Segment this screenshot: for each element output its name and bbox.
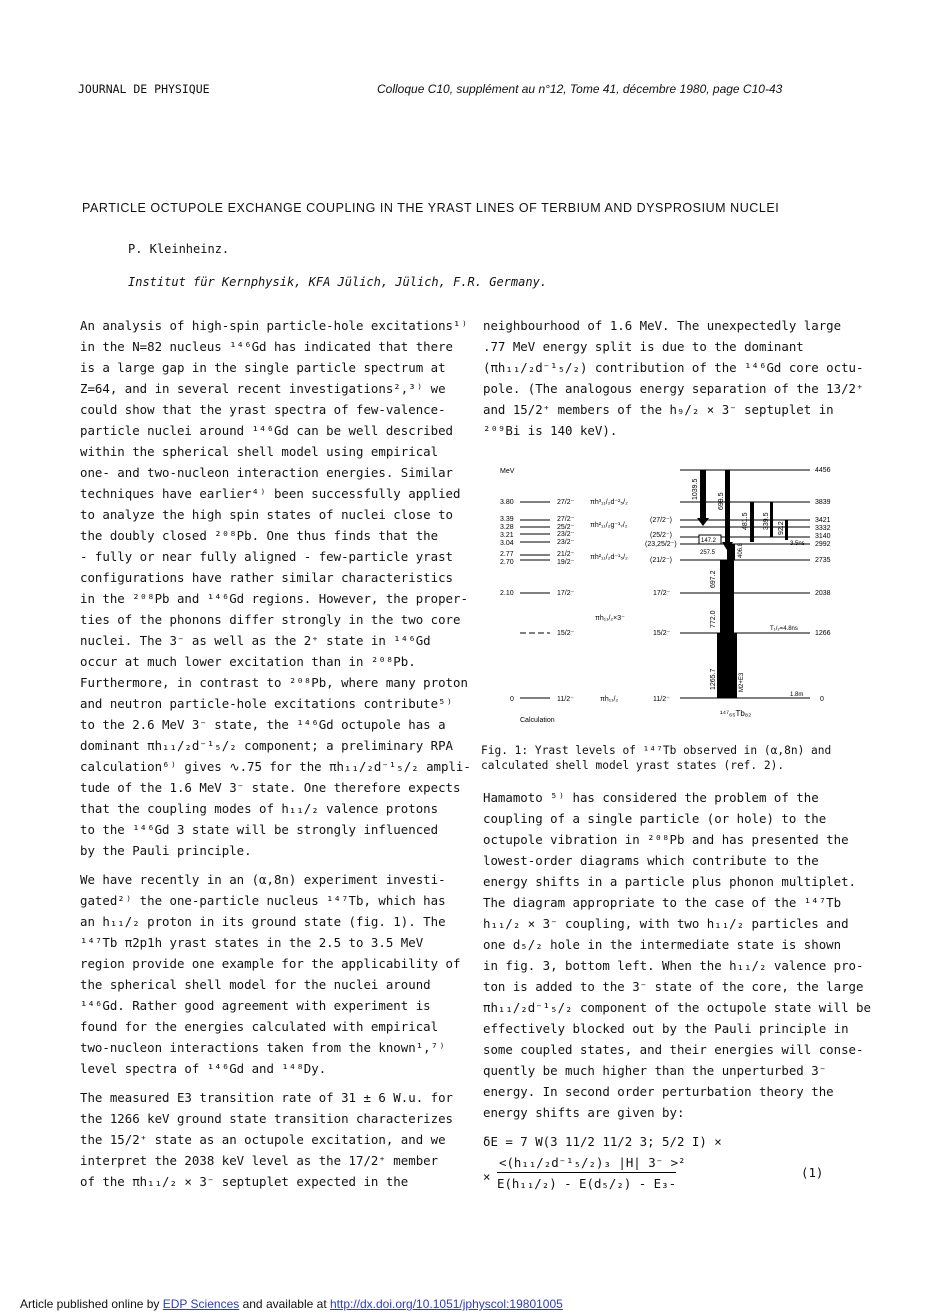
figure-level-scheme bbox=[485, 460, 860, 730]
issue-info: Colloque C10, supplément au n°12, Tome 41, décembre 1980, page C10-43 bbox=[377, 82, 783, 96]
svg-text:15/2⁻: 15/2⁻ bbox=[557, 630, 575, 637]
svg-text:25/2⁻: 25/2⁻ bbox=[557, 524, 575, 531]
svg-text:πh²₁₁/₂d⁻¹₅/₂: πh²₁₁/₂d⁻¹₅/₂ bbox=[590, 554, 628, 561]
transition-label: 257.5 bbox=[700, 550, 716, 556]
calc-level bbox=[500, 522, 628, 531]
equation-number: (1) bbox=[801, 1165, 824, 1180]
footer-prefix: Article published online by bbox=[20, 1297, 163, 1311]
lifetime-note: T₁/₂=4.8ns bbox=[770, 626, 798, 632]
equation-fraction bbox=[483, 1152, 863, 1196]
transition-label: 1039.5 bbox=[692, 478, 699, 500]
author: P. Kleinheinz. bbox=[128, 242, 230, 256]
exp-spin: 15/2⁻ bbox=[653, 630, 671, 637]
equation-numerator: <(h₁₁/₂d⁻¹₅/₂)₃ |H| 3⁻ >² bbox=[499, 1155, 686, 1170]
lifetime-note: 1.8m bbox=[790, 692, 804, 698]
exp-energy: 3140 bbox=[815, 533, 831, 540]
paragraph: We have recently in an (α,8n) experiment investi- gated²⁾ the one-particle nucleus ¹⁴⁷Tb, which has an h₁₁/₂ proton in its ground state (fig. 1). The ¹⁴⁷Tb π2p1h yrast states in the 2.5 to 3.5 MeV region provide one example for the applicability of the spherical shell model for the nuclei around ¹⁴⁶Gd. Rather good agreement with experiment is found for the energies calculated with empirical two-nucleon interactions taken from the known¹,⁷⁾ level spectra of ¹⁴⁶Gd and ¹⁴⁸Dy. bbox=[80, 872, 461, 1076]
svg-text:3.39: 3.39 bbox=[500, 516, 514, 523]
exp-energy: 3332 bbox=[815, 525, 831, 532]
transition-label: 699.5 bbox=[718, 492, 725, 510]
calc-level bbox=[500, 531, 575, 539]
publisher-link[interactable]: EDP Sciences bbox=[162, 1297, 240, 1311]
left-column bbox=[80, 315, 471, 1200]
svg-text:19/2⁻: 19/2⁻ bbox=[557, 559, 575, 566]
svg-text:0: 0 bbox=[510, 696, 514, 703]
transition-label: 697.2 bbox=[710, 570, 717, 588]
exp-energy: 1266 bbox=[815, 630, 831, 637]
svg-text:3.28: 3.28 bbox=[500, 524, 514, 531]
lifetime-note: 3.5ns bbox=[790, 541, 805, 547]
exp-spin: (21/2⁻) bbox=[650, 557, 672, 564]
transition-label: 147.2 bbox=[701, 538, 717, 544]
institution: Institut für Kernphysik, KFA Jülich, Jülich, F.R. Germany. bbox=[128, 275, 548, 289]
right-column-top bbox=[483, 315, 863, 449]
paragraph: neighbourhood of 1.6 MeV. The unexpectedly large .77 MeV energy split is due to the dominant (πh₁₁/₂d⁻¹₅/₂) contribution of the ¹⁴⁶Gd core octu- pole. (The analogous energy separation of the 13/2⁺ and 15/2⁺ members of the h₉/₂ × 3⁻ septuplet in ²⁰⁹Bi is 140 keV). bbox=[483, 318, 864, 438]
svg-text:3.80: 3.80 bbox=[500, 499, 514, 506]
svg-text:2.10: 2.10 bbox=[500, 590, 514, 597]
exp-spin: 11/2⁻ bbox=[653, 696, 670, 703]
svg-text:πh₁₁/₂: πh₁₁/₂ bbox=[600, 696, 619, 703]
exp-energy: 4456 bbox=[815, 467, 831, 474]
calc-level bbox=[500, 516, 575, 523]
svg-text:3.21: 3.21 bbox=[500, 532, 514, 539]
calc-level bbox=[500, 590, 575, 597]
exp-energy: 2735 bbox=[815, 557, 831, 564]
exp-energy: 3421 bbox=[815, 517, 831, 524]
svg-text:πh²₁₁/₂g⁻¹₇/₂: πh²₁₁/₂g⁻¹₇/₂ bbox=[590, 522, 628, 529]
equation-line: δE = 7 W(3 11/2 11/2 3; 5/2 I) × bbox=[483, 1134, 722, 1149]
paragraph: The measured E3 transition rate of 31 ± 6 W.u. for the 1266 keV ground state transition characterizes the 15/2⁺ state as an octupole excitation, and we interpret the 2038 keV level as the 17/2⁺ member of the πh₁₁/₂ × 3⁻ septuplet expected in the bbox=[80, 1090, 453, 1189]
svg-text:21/2⁻: 21/2⁻ bbox=[557, 551, 575, 558]
exp-spin: (25/2⁻) bbox=[650, 532, 672, 539]
svg-text:2.77: 2.77 bbox=[500, 551, 514, 558]
exp-energy: 2992 bbox=[815, 541, 831, 548]
calc-label: Calculation bbox=[520, 717, 555, 724]
calc-level bbox=[500, 539, 575, 547]
svg-text:2.70: 2.70 bbox=[500, 559, 514, 566]
svg-text:27/2⁻: 27/2⁻ bbox=[557, 499, 575, 506]
mev-label: MeV bbox=[500, 468, 515, 475]
svg-text:πh₁₁/₂×3⁻: πh₁₁/₂×3⁻ bbox=[595, 615, 625, 622]
transition-label: 339.5 bbox=[763, 512, 770, 530]
calc-level bbox=[500, 559, 575, 566]
exp-spin: (23,25/2⁻) bbox=[645, 541, 677, 548]
nucleus-label: ¹⁴⁷₆₅Tb₈₂ bbox=[720, 709, 752, 718]
paragraph: An analysis of high-spin particle-hole excitations¹⁾ in the N=82 nucleus ¹⁴⁶Gd has indicated that there is a large gap in the single particle spectrum at Z=64, and in several recent investigations²,³⁾ we could show that the yrast spectra of few-valence- particle nuclei around ¹⁴⁶Gd can be well described within the spherical shell model using empirical one- and two-nucleon interaction energies. Similar techniques have earlier⁴⁾ been successfully applied to analyze the high spin states of nuclei close to the doubly closed ²⁰⁸Pb. One thus finds that the - fully or near fully aligned - few-particle yrast configurations have rather similar characteristics in the ²⁰⁸Pb and ¹⁴⁶Gd regions. However, the proper- ties of the phonons differ strongly in the two core nuclei. The 3⁻ as well as the 2⁺ state in ¹⁴⁶Gd occur at much lower excitation than in ²⁰⁸Pb. Furthermore, in contrast to ²⁰⁸Pb, where many proton and neutron particle-hole excitations contribute⁵⁾ to the 2.6 MeV 3⁻ state, the ¹⁴⁶Gd octupole has a dominant πh₁₁/₂d⁻¹₅/₂ component; a preliminary RPA calculation⁶⁾ gives ∿.75 for the πh₁₁/₂d⁻¹₅/₂ ampli- tude of the 1.6 MeV 3⁻ state. One therefore expects that the coupling modes of h₁₁/₂ valence protons to the ¹⁴⁶Gd 3 state will be strongly influenced by the Pauli principle. bbox=[80, 318, 471, 858]
journal-name: JOURNAL DE PHYSIQUE bbox=[78, 82, 210, 96]
paper-title: PARTICLE OCTUPOLE EXCHANGE COUPLING IN THE YRAST LINES OF TERBIUM AND DYSPROSIUM NUCLEI bbox=[82, 201, 780, 215]
right-column-bottom bbox=[483, 787, 871, 1196]
svg-text:πh³₁₁/₂d⁻²₅/₂: πh³₁₁/₂d⁻²₅/₂ bbox=[590, 499, 628, 506]
exp-energy: 3839 bbox=[815, 499, 831, 506]
footer bbox=[20, 1297, 563, 1311]
calc-level bbox=[500, 499, 628, 506]
transition-label: 772.0 bbox=[710, 610, 717, 628]
transition-label: 1265.7 bbox=[710, 668, 717, 690]
paragraph: Hamamoto ⁵⁾ has considered the problem of the coupling of a single particle (or hole) to the octupole vibration in ²⁰⁸Pb and has presented the lowest-order diagrams which contribute to the energy shifts in a particle plus phonon multiplet. The diagram appropriate to the case of the ¹⁴⁷Tb h₁₁/₂ × 3⁻ coupling, with two h₁₁/₂ particles and one d₅/₂ hole in the intermediate state is shown in fig. 3, bottom left. When the h₁₁/₂ valence pro- ton is added to the 3⁻ state of the core, the large πh₁₁/₂d⁻¹₅/₂ component of the octupole state will be effectively blocked out by the Pauli principle in some coupled states, and their energies will conse- quently be much higher than the unperturbed 3⁻ energy. In second order perturbation theory the energy shifts are given by: bbox=[483, 790, 871, 1120]
transition-label: 92.2 bbox=[778, 521, 785, 535]
svg-text:11/2⁻: 11/2⁻ bbox=[557, 696, 574, 703]
transition-label: 481.5 bbox=[742, 512, 749, 530]
footer-middle: and available at bbox=[239, 1297, 330, 1311]
svg-text:17/2⁻: 17/2⁻ bbox=[557, 590, 575, 597]
multipolarity-note: M2+E3 bbox=[739, 672, 745, 692]
equation-denominator: E(h₁₁/₂) - E(d₅/₂) - E₃- bbox=[497, 1172, 676, 1194]
exp-spin: 17/2⁻ bbox=[653, 590, 671, 597]
figure-caption: Fig. 1: Yrast levels of ¹⁴⁷Tb observed in (α,8n) and calculated shell model yrast states (ref. 2). bbox=[481, 744, 832, 772]
exp-energy: 0 bbox=[820, 696, 824, 703]
svg-text:27/2⁻: 27/2⁻ bbox=[557, 516, 575, 523]
svg-text:23/2⁻: 23/2⁻ bbox=[557, 539, 575, 546]
calc-level bbox=[510, 696, 618, 703]
svg-text:3.04: 3.04 bbox=[500, 540, 514, 547]
svg-text:23/2⁻: 23/2⁻ bbox=[557, 531, 575, 538]
equation-times: × bbox=[483, 1169, 491, 1184]
exp-levels bbox=[680, 470, 810, 698]
exp-energy: 2038 bbox=[815, 590, 831, 597]
doi-link[interactable]: http://dx.doi.org/10.1051/jphyscol:19801005 bbox=[329, 1297, 563, 1311]
calc-level bbox=[520, 615, 625, 637]
transition-label: 406.8 bbox=[738, 542, 744, 558]
exp-spin: (27/2⁻) bbox=[650, 517, 672, 524]
